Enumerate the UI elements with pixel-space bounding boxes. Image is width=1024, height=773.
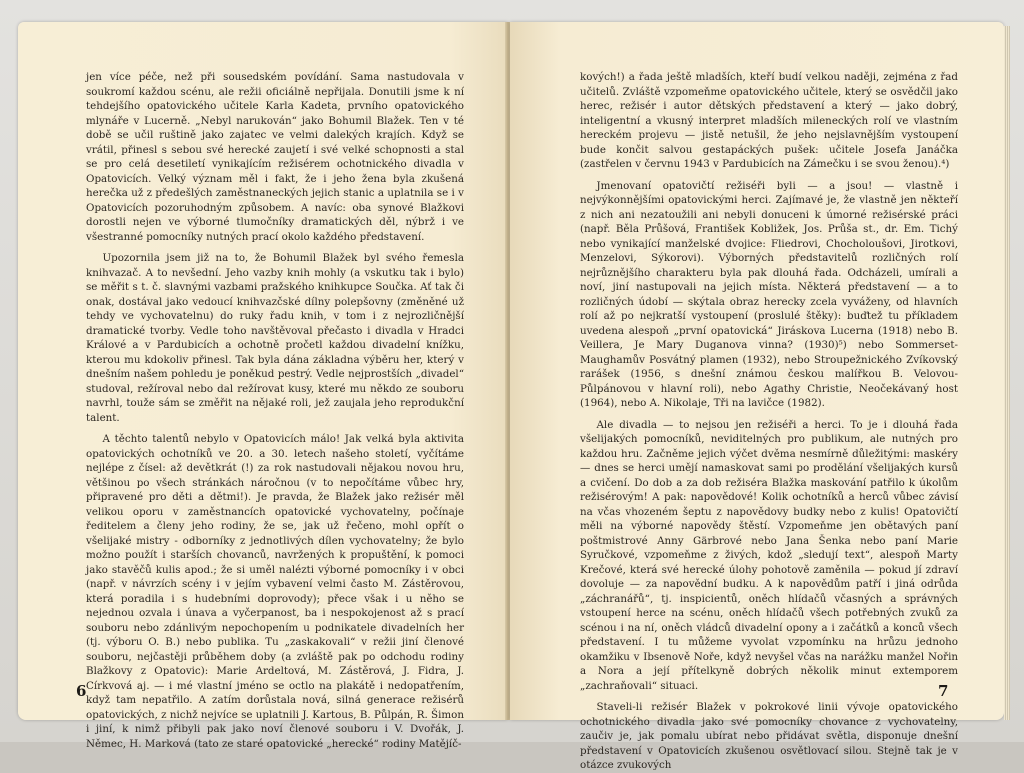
left-page (18, 22, 508, 750)
left-page-text (86, 70, 464, 751)
paragraph: Ale divadla — to nejsou jen režiséři a herci. To je i dlouhá řada všelijakých pomocníků, neviditelných pro publikum, ale nutných pro každou hru. Začněme jejich výčet dvěma nesmírně důležitými: maskéry — dnes se herci umějí namaskovat sami po prodělání všelijakých kursů a cvičení. Do dob a za dob režiséra Blažka maskování patřilo k úkolům režisérovým! A pak: napovědové! Kolik ochotníků a herců vůbec závisí na včas vhozeném šeptu z napovědovy budky nebo z kulis! Opatovičtí měli na výborné napovědy štěstí. Vzpomeňme jen obětavých paní poštmistrové Anny Gärbrové nebo Jana Šenka nebo paní Marie Syručkové, vzpomeňme z živých, kdož „sledují text“, alespoň Marty Krečové, která své herecké úlohy pohotově zaměnila — pokud jí zdraví dovoluje — za napovědní budku. A k napovědům patří i jiná odrůda „záchranářů“, tj. inspicientů, oněch hlídačů včasných a správných vstoupení herce na scénu, oněch hlídačů všech potřebných zvuků za scénou i na ní, oněch vládců divadelní opony a i začátků a konců všech představení. I tu můžeme vyvolat vzpomínku na hrůzu jednoho okamžiku v Ibsenově Noře, když nevyšel včas na narážku manžel Nořin a Nora a její přítelkyně dobrých několik minut extemporem „zachraňovali“ situaci. (580, 418, 958, 692)
paragraph: jen více péče, než při sousedském povídání. Sama nastudovala v soukromí každou scénu, ale režii oficiálně nepřijala. Donutili jsme k ní tehdejšího opatovického učitele Karla Kadeta, prvního opatovického mlynáře v Lucerně. „Nebyl narukován“ jako Bohumil Blažek. Ten v té době se učil ruštině jako zajatec ve velmi dalekých krajích. Když se vrátil, přinesl s sebou své herecké zaujetí i své velké schopnosti a stal se pro celá desetiletí vynikajícím režisérem ochotnického divadla v Opatovicích. Velký význam měl i fakt, že i jeho žena byla zkušená herečka už z předešlých zaměstnaneckých jejich stanic a uplatnila se i v Opatovicích pozoruhodným způsobem. A navíc: oba synové Blažkovi dorostli nejen ve výborné tlumočníky dramatických děl, nýbrž i ve všestranné pomocníky nutných prací okolo každého představení. (86, 71, 464, 243)
paragraph: kových!) a řada ještě mladších, kteří budí velkou naději, zejména z řad učitelů. Zvláště vzpomeňme opatovického učitele, který se osvědčil jako herec, režisér i autor dětských představení a který — jako dobrý, inteligentní a vkusný interpret mladších mileneckých rolí ve vlastním hereckém projevu — jistě netušil, že jeho nejslavnějším vystoupení bude končit salvou gestapáckých pušek: učitele Josefa Janáčka (zastřelen v červnu 1943 v Pardubicích na Zámečku i se svou ženou).⁴) (580, 71, 958, 170)
page-number: 6 (76, 682, 87, 700)
paragraph: A těchto talentů nebylo v Opatovicích málo! Jak velká byla aktivita opatovických ochotníků ve 20. a 30. letech našeho století, vyčítáme nejlépe z čísel: až devětkrát (!) za rok nastudovali nějakou novou hru, většinou po všech stránkách náročnou (v to nepočítáme vůbec hry, připravené pro děti a dětmi!). Je pravda, že Blažek jako režisér měl velikou oporu v zaměstnancích opatovické vychovatelny, počínaje ředitelem a členy jeho rodiny, že se, jak už řečeno, mohl opřít o všelijaké mistry - odborníky z jednotlivých dílen vychovatelny; že bylo možno použít i starších chovanců, navržených k propuštění, k pomoci jako stavěčů kulis apod.; že si uměl nalézti výborné pomocníky i v obci (např. v návrzích scény i v jejím vybavení velmi často M. Zástěrovou, která poradila i s hudebními doprovody); přece však i u něho se nejednou ozvala i únava a vyčerpanost, ba i nespokojenost až s prací souboru nebo zdánlivým nepochopením u podnikatele divadelních her (tj. výboru O. B.) nebo publika. Tu „zaskakovali“ v režii jiní členové souboru, nejčastěji průběhem doby (a zvláště pak po odchodu rodiny Blažkovy z Opatovic): Marie Ardeltová, M. Zástěrová, J. Fidra, J. Církvová aj. — i mé vlastní jméno se octlo na plakátě i nedopatřením, když tam nepatřilo. A zatím dorůstala nová, silná generace režisérů opatovických, z nichž nejvíce se uplatnili J. Kartous, B. Půlpán, R. Šimon i jiní, k nimž přibyli pak jako noví členové souboru i V. Dvořák, J. Němec, H. Marková (tato ze staré opatovické „herecké“ rodiny Matějíč- (86, 433, 464, 750)
right-page-text (580, 70, 958, 773)
paragraph: Staveli-li režisér Blažek v pokrokové linii vývoje opatovického ochotnického divadla jako své pomocníky chovance z vychovatelny, zaučiv je, jak pomalu ubírat nebo přidávat světla, disponuje dnešní představení v Opatovicích zkušenou osvětlovací silou. Stejně tak je v otázce zvukových (580, 701, 958, 771)
right-page (510, 22, 1004, 771)
page-number: 7 (938, 682, 949, 700)
paragraph: Upozornila jsem již na to, že Bohumil Blažek byl svého řemesla knihvazač. A to nevšední. Jeho vazby knih mohly (a vskutku tak i bylo) se měřit s t. č. slavnými vazbami pražského knihkupce Součka. Ať tak či onak, dostával jako vedoucí knihvazčské dílny polepšovny (změněné už tehdy ve vychovatelnu) do ruky řadu knih, v tom i z nejrozličnější dramatické tvorby. Vedle toho navštěvoval přečasto i divadla v Hradci Králové a v Pardubicích a ochotně pročetl každou divadelní knížku, kterou mu kdokoliv přinesl. Tak byla dána základna výběru her, který v dnešním našem pohledu je poněkud pestrý. Vedle nejprostších „divadel“ studoval, režíroval nebo dal režírovat kusy, které mu někdo ze souboru navrhl, touže sám se změřit na nějaké roli, jež zaujala jeho reprodukční talent. (86, 252, 464, 424)
paragraph: Jmenovaní opatovičtí režiséři byli — a jsou! — vlastně i nejvýkonnějšími opatovickými herci. Zajímavé je, že vlastně jen někteří z nich ani nezatoužili ani nebyli donuceni k úmorné režisérské práci (např. Běla Průšová, František Kobližek, Jos. Průša st., dr. Em. Tichý nebo vynikající manželské dvojice: Fliedrovi, Chocholoušovi, Jirotkovi, Menzelovi, Sýkorovi). Výborných představitelů rozličných rolí nejrůznějšího charakteru byla pak dlouhá řada. Odcházeli, umírali a noví, jiní nastupovali na jejich místa. Některá představení — a to rozličných údobí — skýtala obraz herecky zcela vyváženy, od hlavních rolí až po nejkratší vystoupení (proslulé štěky): buďtež tu příkladem uvedena alespoň „první opatovická“ Jiráskova Lucerna (1918) nebo B. Veillera, Je Mary Duganova vinna? (1930)⁵) nebo Sommerset-Maughamův Posvátný plamen (1932), nebo Stroupežnického Zvíkovský rarášek (1956, s dnešní známou českou malířkou B. Velovou-Půlpánovou v hlavní roli), nebo Agathy Christie, Neočekávaný host (1964), nebo A. Nikolaje, Tři na lavičce (1982). (580, 179, 958, 409)
page-edges (1004, 26, 1010, 720)
